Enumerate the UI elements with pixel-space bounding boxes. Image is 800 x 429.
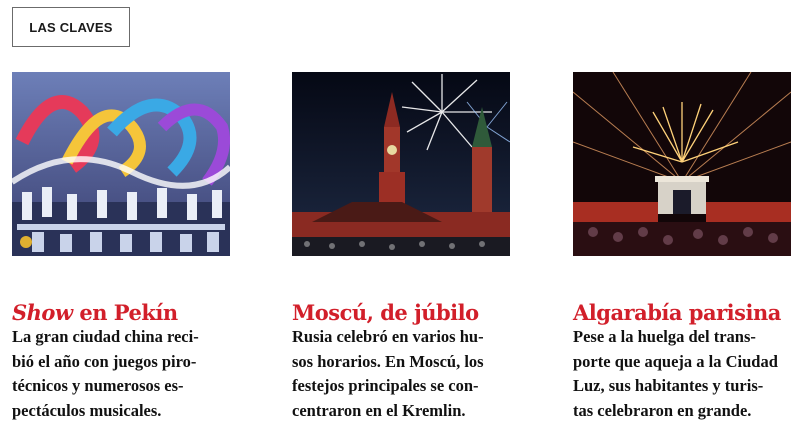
body-line: técnicos y numerosos es- xyxy=(12,376,184,395)
body-line: centraron en el Kremlin. xyxy=(292,400,466,420)
body-line: sos horarios. En Moscú, los xyxy=(292,351,484,371)
body-line: Luz, sus habitantes y turis- xyxy=(573,376,764,395)
headline-paris: Algarabía parisina xyxy=(573,300,781,325)
body-line: pectáculos musicales. xyxy=(12,400,162,420)
body-line: festejos principales se con- xyxy=(292,376,479,395)
article-moscow-photo-wrap xyxy=(292,72,510,256)
article-paris-photo-wrap xyxy=(573,72,791,256)
body-line: bió el año con juegos piro- xyxy=(12,351,197,371)
body-line: Rusia celebró en varios hu- xyxy=(292,327,484,346)
headline-beijing: Show en Pekín xyxy=(12,300,178,325)
body-line: Pese a la huelga del trans- xyxy=(573,327,756,346)
paris-photo xyxy=(573,72,791,256)
body-paris xyxy=(573,325,778,423)
beijing-photo xyxy=(12,72,230,256)
body-moscow xyxy=(292,325,484,423)
headline-moscow: Moscú, de júbilo xyxy=(292,300,479,325)
section-tag: LAS CLAVES xyxy=(12,7,130,47)
body-line: La gran ciudad china reci- xyxy=(12,327,199,346)
moscow-photo xyxy=(292,72,510,256)
body-beijing xyxy=(12,325,199,423)
body-line: porte que aqueja a la Ciudad xyxy=(573,351,778,371)
body-line: tas celebraron en grande. xyxy=(573,400,752,420)
article-beijing-photo-wrap xyxy=(12,72,230,256)
